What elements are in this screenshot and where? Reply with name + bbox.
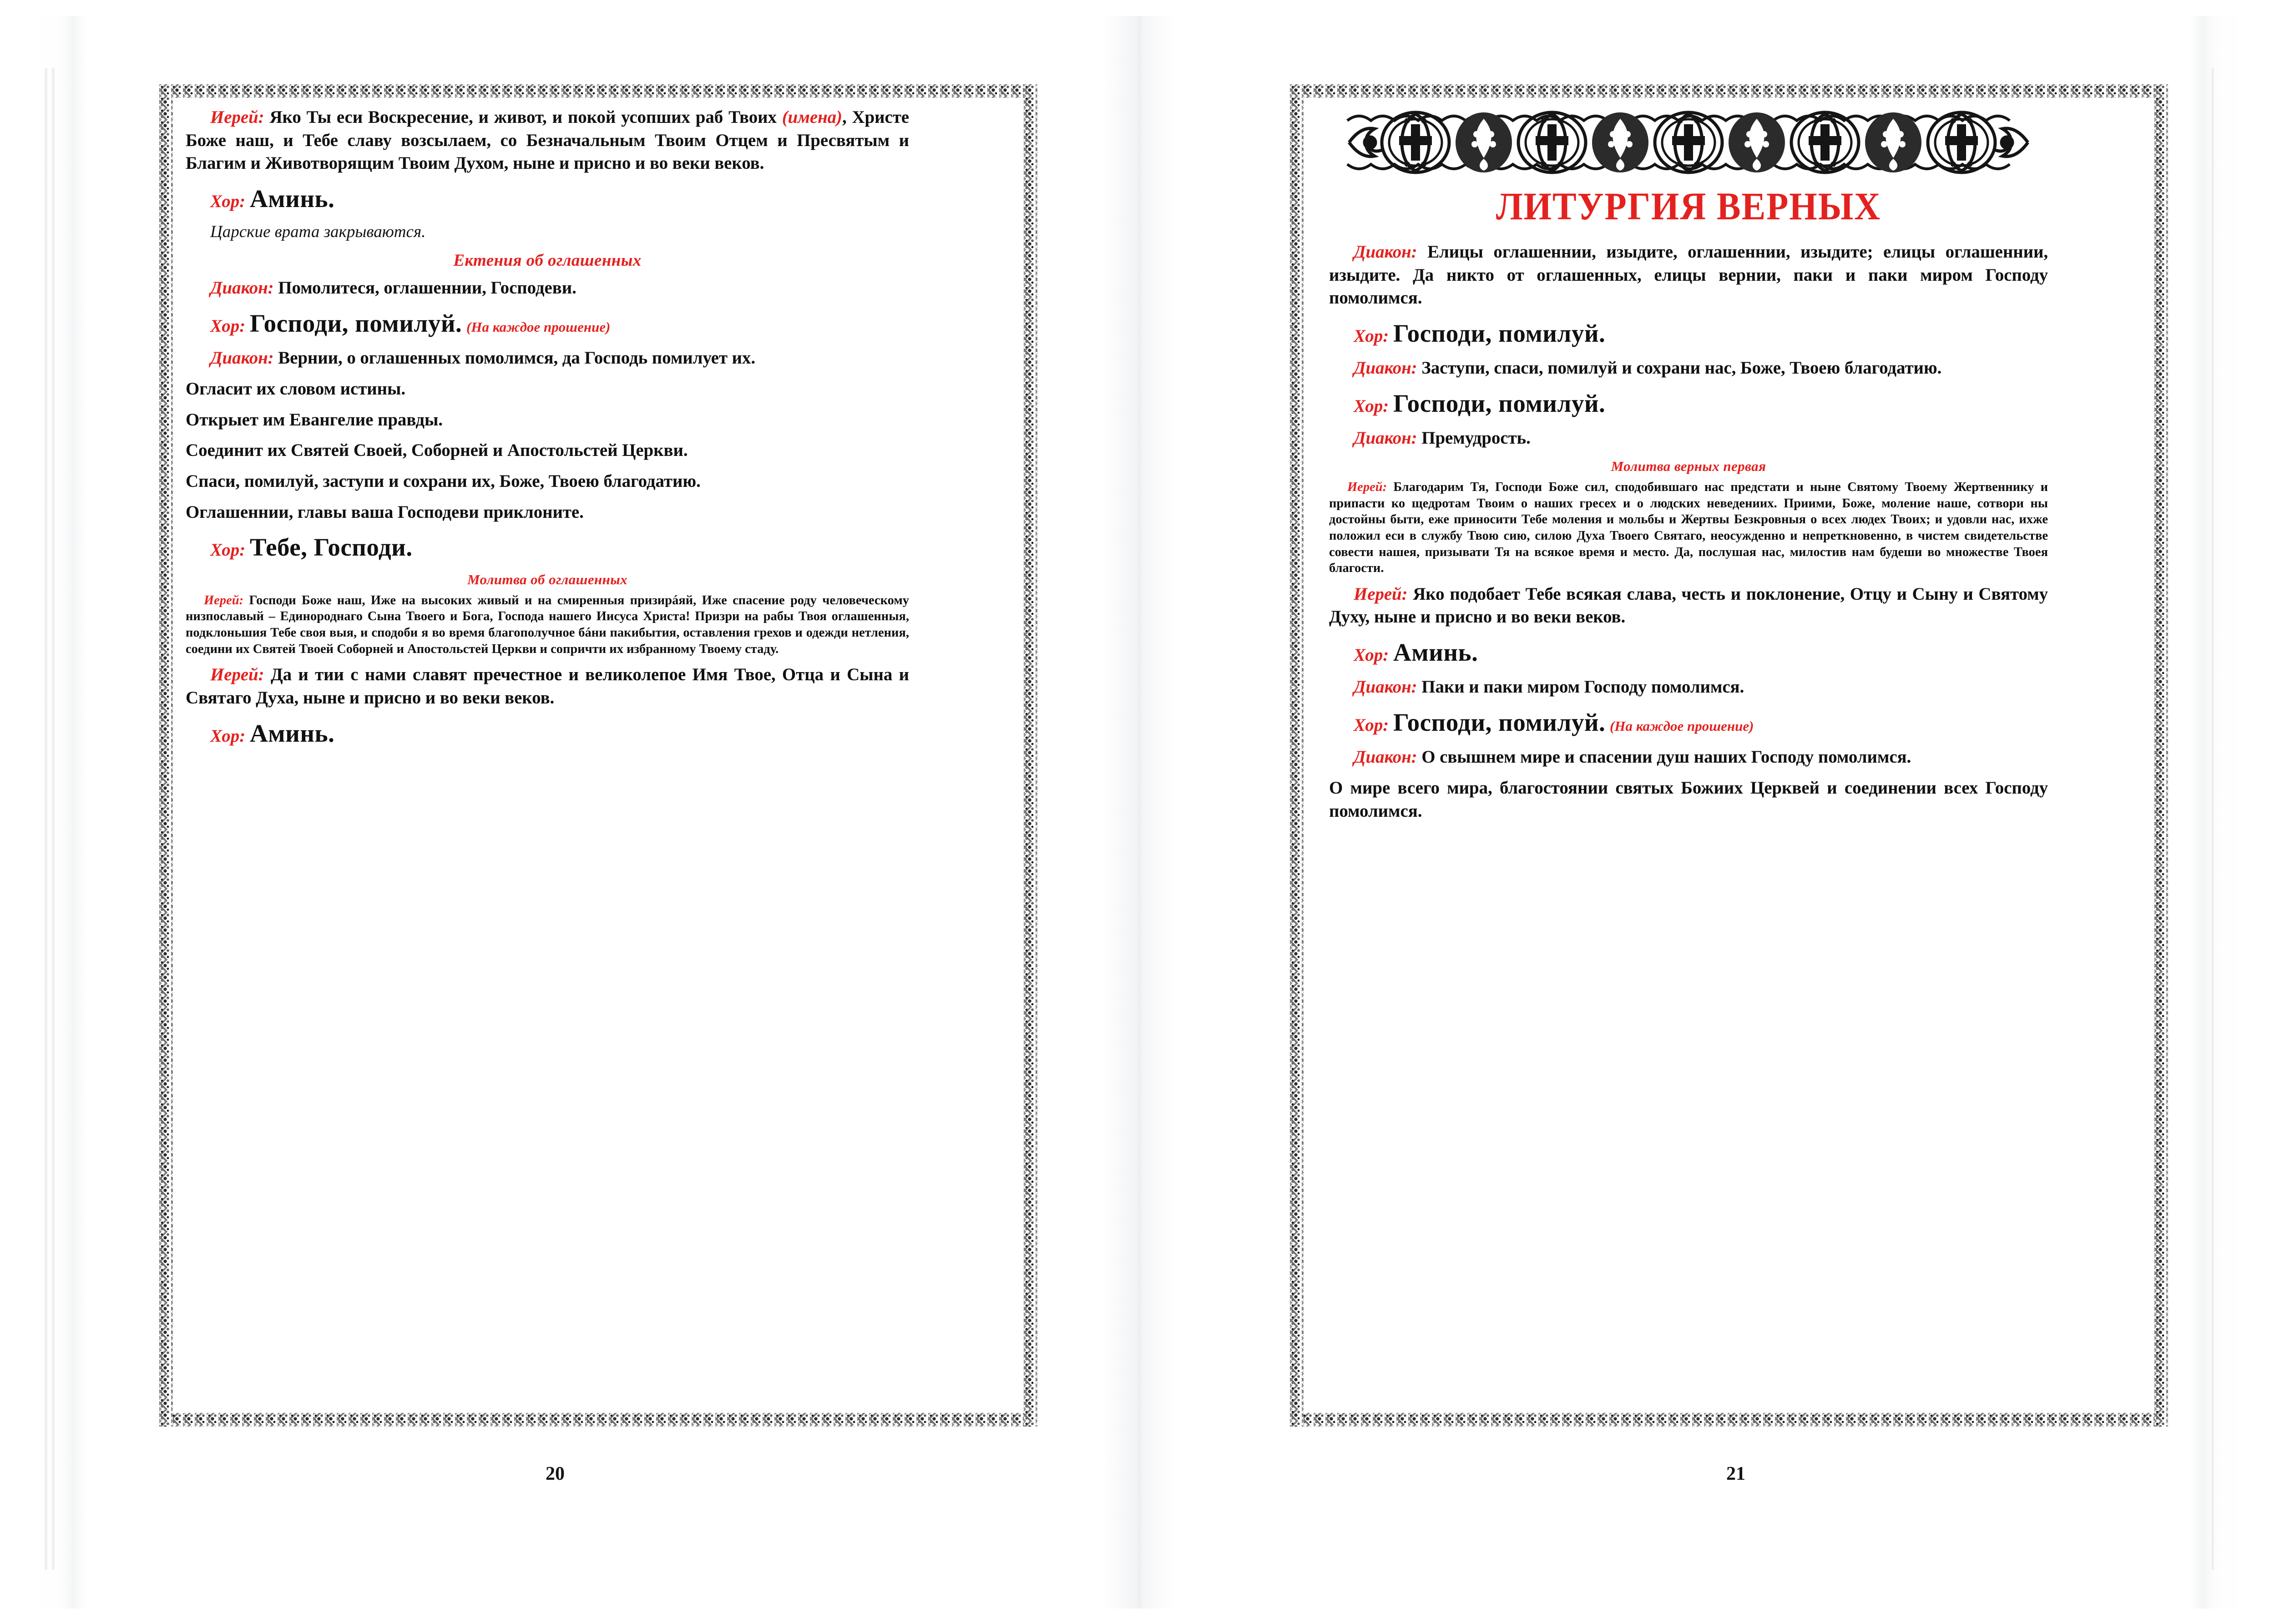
choir-response bbox=[1329, 318, 2048, 349]
priest-secret-prayer bbox=[186, 592, 909, 658]
spoken-line bbox=[186, 347, 909, 370]
spoken-line bbox=[186, 277, 909, 300]
line-text: Яко Ты еси Воскресение, и живот, и покой усопших раб Твоих (имена), Христе Боже наш, и Тебе славу возсылаем, со Безначальным Твоим Отцем и Пресвятым и Благим и Животворящим Твоим Духом, ныне и присно и во веки веков. bbox=[186, 107, 909, 173]
speaker-label: Диакон: bbox=[1354, 358, 1417, 378]
rubric-note: (На каждое прошение) bbox=[1610, 718, 1754, 734]
frame-band-left-icon bbox=[1290, 84, 1304, 1427]
speaker-label: Хор: bbox=[210, 540, 246, 560]
speaker-label: Хор: bbox=[1354, 715, 1389, 735]
line-text: Да и тии с нами славят пречестное и великолепое Имя Твое, Отца и Сына и Святаго Духа, ныне и присно и во веки веков. bbox=[186, 665, 909, 708]
speaker-label: Хор: bbox=[1354, 326, 1389, 346]
line-text: Заступи, спаси, помилуй и сохрани нас, Боже, Твоею благодатию. bbox=[1421, 358, 1942, 378]
speaker-label: Хор: bbox=[210, 316, 246, 336]
speaker-label: Хор: bbox=[210, 726, 246, 746]
priest-secret-prayer bbox=[1329, 479, 2048, 577]
line-text: Оглашеннии, главы ваша Господеви приклоните. bbox=[186, 502, 584, 522]
frame-band-left-icon bbox=[159, 84, 173, 1427]
speaker-label: Иерей: bbox=[1347, 480, 1387, 495]
response-text: Господи, помилуй. bbox=[1393, 319, 1606, 348]
choir-response bbox=[186, 183, 909, 214]
line-text: Огласит их словом истины. bbox=[186, 379, 406, 399]
page-left bbox=[27, 0, 1119, 1624]
page-title: ЛИТУРГИЯ ВЕРНЫХ bbox=[1496, 184, 1881, 228]
prayer-text: Господи Боже наш, Иже на высоких живый и на смиренныя призирáяй, Иже спасение роду человеческому низпославый – Единороднаго Сына Твоего и Бога, Господа нашего Иисуса Христа! Призри на рабы Твоя оглашенныя, подклоньшия Тебе своя выя, и сподоби я во время благополучное бáни пакибытия, оставления грехов и одежди нетления, соедини их Святей Твоей Соборней и Апостольстей Церкви и сопричти их избранному Твоему стаду. bbox=[186, 593, 909, 656]
response-text: Тебе, Господи. bbox=[249, 533, 413, 562]
stage-direction: Царские врата закрываются. bbox=[210, 223, 426, 242]
speaker-label: Диакон: bbox=[1354, 747, 1417, 767]
speaker-label: Хор: bbox=[210, 192, 246, 212]
response-text: Аминь. bbox=[249, 719, 335, 747]
line-text: Елицы оглашеннии, изыдите, оглашеннии, изыдите; елицы оглашеннии, изыдите. Да никто от оглашенных, елицы вернии, паки и паки миром Господу помолимся. bbox=[1329, 242, 2048, 308]
line-text: Спаси, помилуй, заступи и сохрани их, Боже, Твоею благодатию. bbox=[186, 471, 701, 491]
spoken-line bbox=[1329, 427, 2048, 450]
ornamental-headpiece-icon bbox=[1334, 111, 2043, 174]
speaker-label: Иерей: bbox=[1354, 584, 1408, 604]
response-text: Аминь. bbox=[1393, 638, 1478, 667]
choir-response bbox=[1329, 707, 2048, 738]
line-text: Яко подобает Тебе всякая слава, честь и поклонение, Отцу и Сыну и Святому Духу, ныне и присно и во веки веков. bbox=[1329, 584, 2048, 627]
speaker-label: Диакон: bbox=[1354, 428, 1417, 448]
speaker-label: Диакон: bbox=[1354, 242, 1417, 262]
petition-line bbox=[186, 409, 909, 432]
response-text: Господи, помилуй. bbox=[1393, 708, 1606, 737]
rubric-note: (На каждое прошение) bbox=[466, 319, 611, 335]
frame-band-right-icon bbox=[1024, 84, 1037, 1427]
petition-line bbox=[186, 439, 909, 462]
line-text: Вернии, о оглашенных помолимся, да Господь помилует их. bbox=[278, 348, 755, 368]
spoken-line bbox=[1329, 357, 2048, 380]
choir-response bbox=[186, 531, 909, 563]
petition-line bbox=[186, 501, 909, 524]
section-heading: Ектения об оглашенных bbox=[453, 251, 642, 270]
speaker-label: Иерей: bbox=[210, 665, 264, 685]
frame-band-bottom-icon bbox=[159, 1413, 1037, 1427]
choir-response bbox=[1329, 637, 2048, 668]
spoken-line bbox=[1329, 241, 2048, 310]
response-text: Аминь. bbox=[249, 185, 335, 213]
line-text: Паки и паки миром Господу помолимся. bbox=[1421, 677, 1744, 697]
section-heading: Молитва об оглашенных bbox=[467, 571, 628, 587]
choir-response bbox=[186, 308, 909, 339]
line-text: О мире всего мира, благостоянии святых Божиих Церквей и соединении всех Господу помолимся. bbox=[1329, 778, 2048, 821]
speaker-label: Хор: bbox=[1354, 645, 1389, 665]
petition-line bbox=[1329, 777, 2048, 823]
line-text: Открыет им Евангелие правды. bbox=[186, 410, 443, 430]
spoken-line bbox=[1329, 583, 2048, 629]
prayer-text: Благодарим Тя, Господи Боже сил, сподобившаго нас предстати и ныне Святому Твоему Жертвеннику и припасти ко щедротам Твоим о наших гресех и о людских неведениих. Приими, Боже, моление наше, сотвори ны достойны быти, еже приносити Тебе моления и мольбы и Жертвы Безкровныя о всех людех Твоих; и удовли нас, ихже положил еси в службу Твою сию, силою Духа Твоего Святаго, неосужденно и непреткновенно, в чистем свидетельстве совести нашея, призывати Тя на всякое время и место. Да, послушая нас, милостив нам будеши во множестве Твоея благости. bbox=[1329, 480, 2048, 576]
speaker-label: Диакон: bbox=[1354, 677, 1417, 697]
petition-line bbox=[186, 470, 909, 493]
spoken-line bbox=[1329, 676, 2048, 699]
line-text: Премудрость. bbox=[1421, 428, 1531, 448]
spoken-line bbox=[1329, 746, 2048, 769]
speaker-label: Диакон: bbox=[210, 348, 274, 368]
speaker-label: Иерей: bbox=[204, 593, 244, 607]
choir-response bbox=[186, 718, 909, 749]
page-right-content bbox=[1304, 98, 2154, 1413]
page-left-column bbox=[186, 106, 909, 757]
page-right-column bbox=[1329, 106, 2048, 831]
spoken-line bbox=[186, 106, 909, 175]
inline-rubric-note: (имена) bbox=[782, 107, 842, 127]
speaker-label: Иерей: bbox=[210, 107, 264, 127]
spoken-line bbox=[186, 663, 909, 709]
response-text: Господи, помилуй. bbox=[1393, 390, 1606, 418]
frame-band-top-icon bbox=[159, 84, 1037, 98]
response-text: Господи, помилуй. bbox=[249, 309, 462, 338]
petition-line bbox=[186, 378, 909, 401]
folio-left: 20 bbox=[546, 1463, 565, 1484]
page-left-content bbox=[173, 98, 1024, 1413]
section-heading: Молитва верных первая bbox=[1611, 458, 1766, 475]
line-text: О свышнем мире и спасении душ наших Господу помолимся. bbox=[1421, 747, 1911, 767]
frame-band-top-icon bbox=[1290, 84, 2168, 98]
line-text: Соединит их Святей Своей, Соборней и Апостольстей Церкви. bbox=[186, 440, 688, 460]
speaker-label: Хор: bbox=[1354, 396, 1389, 416]
folio-right: 21 bbox=[1726, 1463, 1745, 1484]
choir-response bbox=[1329, 388, 2048, 419]
frame-band-bottom-icon bbox=[1290, 1413, 2168, 1427]
speaker-label: Диакон: bbox=[210, 278, 274, 298]
page-right-blocks bbox=[1329, 241, 2048, 823]
line-text: Помолитеся, оглашеннии, Господеви. bbox=[278, 278, 576, 298]
page-right bbox=[1158, 0, 2250, 1624]
frame-band-right-icon bbox=[2154, 84, 2168, 1427]
